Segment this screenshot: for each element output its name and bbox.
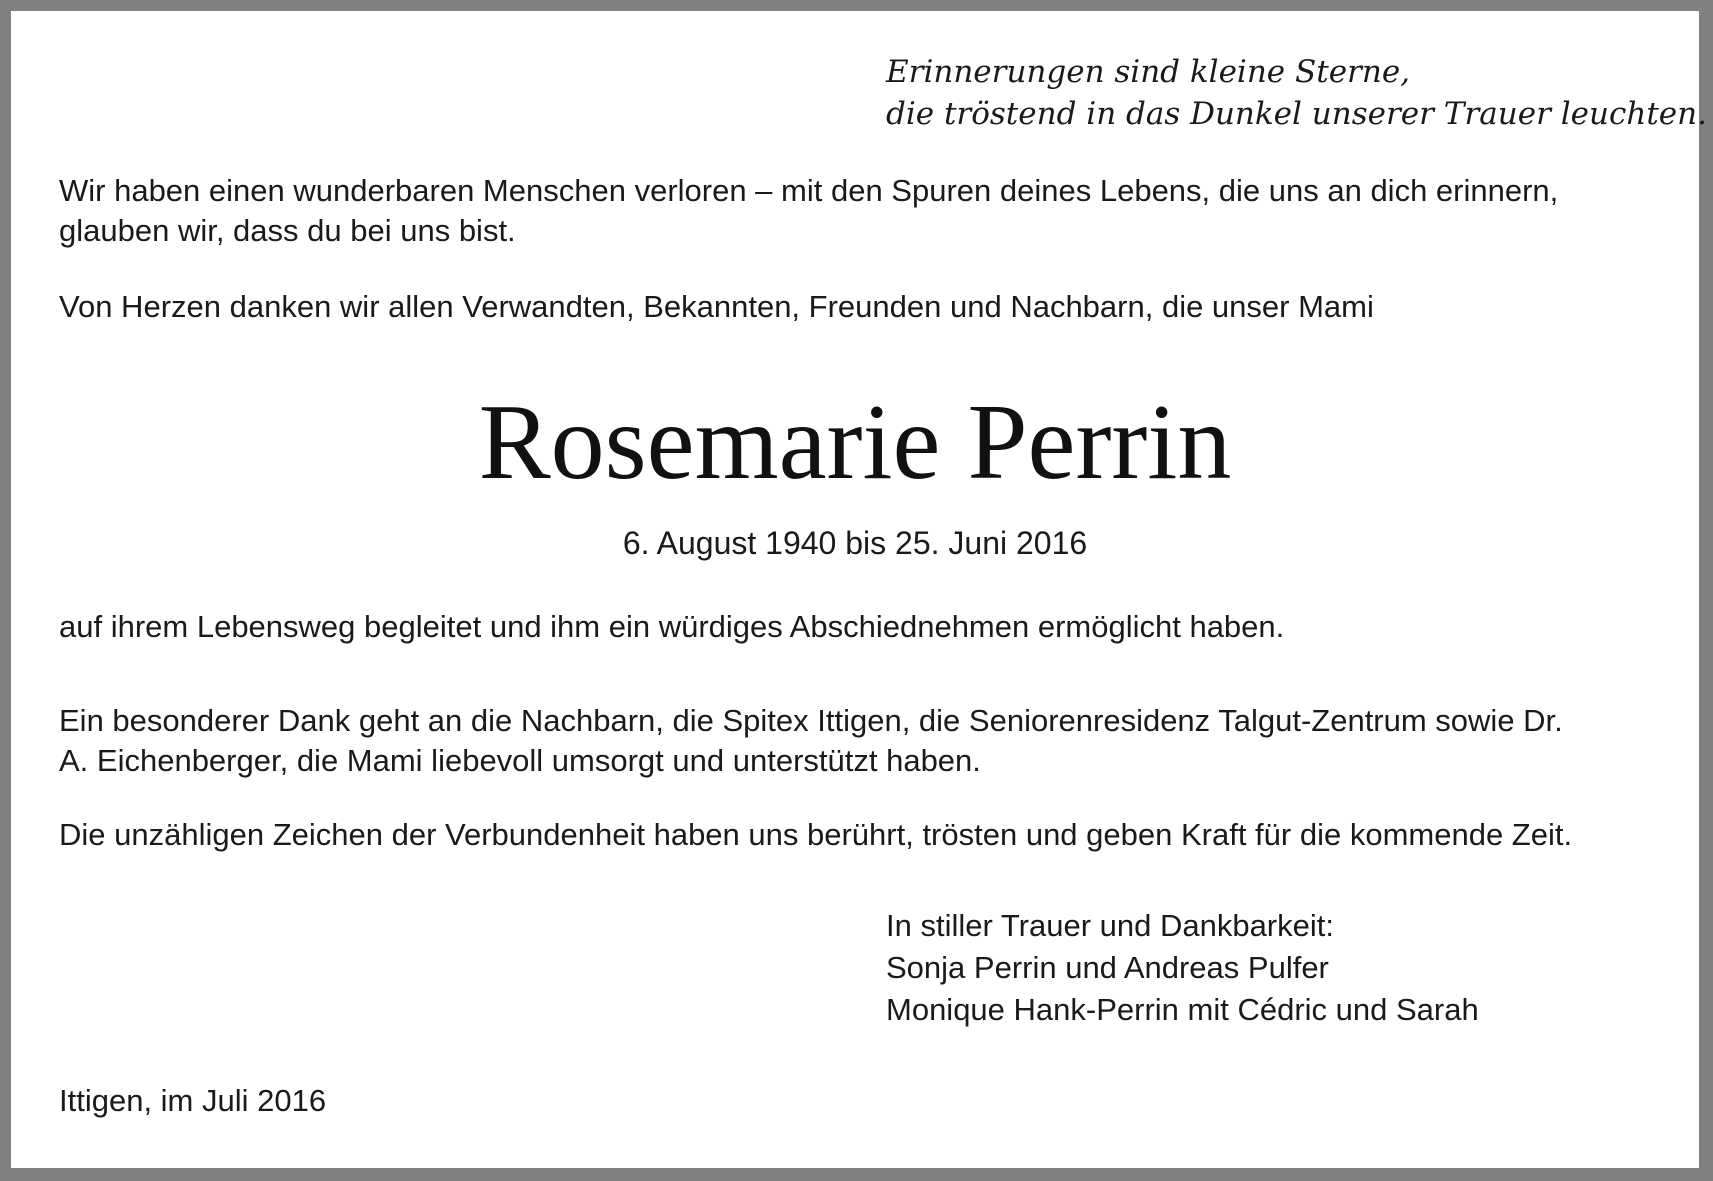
closing-text: Die unzähligen Zeichen der Verbundenheit haben uns berührt, trösten und geben Kraft für die kommende Zeit. [59,817,1573,852]
life-dates: 6. August 1940 bis 25. Juni 2016 [622,525,1088,561]
signoff-block [886,905,1479,1031]
intro-paragraph [59,171,1664,251]
thanks-continued-paragraph [59,607,1664,647]
special-thanks-paragraph [59,701,1664,781]
obituary-card [11,11,1707,1168]
deceased-name: Rosemarie Perrin [478,383,1232,502]
closing-paragraph [59,815,1664,855]
signoff-family-1: Sonja Perrin und Andreas Pulfer [886,950,1329,985]
thanks-continued-text: auf ihrem Lebensweg begleitet und ihm ein würdiges Abschiednehmen ermöglicht haben. [59,609,1285,644]
thanks-lead-text: Von Herzen danken wir allen Verwandten, Bekannten, Freunden und Nachbarn, die unser Mami [59,289,1374,324]
signoff-heading: In stiller Trauer und Dankbarkeit: [886,908,1334,943]
place-date: Ittigen, im Juli 2016 [59,1083,327,1118]
motto-quote [886,51,1707,135]
signoff-family-2: Monique Hank-Perrin mit Cédric und Sarah [886,992,1479,1027]
intro-line-2: glauben wir, dass du bei uns bist. [59,213,516,248]
special-thanks-line-1: Ein besonderer Dank geht an die Nachbarn, die Spitex Ittigen, die Seniorenresidenz Talgut-Zentrum sowie Dr. [59,703,1563,738]
motto-line-1: Erinnerungen sind kleine Sterne, [886,54,1411,90]
intro-line-1: Wir haben einen wunderbaren Menschen verloren – mit den Spuren deines Lebens, die uns an dich erinnern, [59,173,1559,208]
special-thanks-line-2: A. Eichenberger, die Mami liebevoll umsorgt und unterstützt haben. [59,743,981,778]
thanks-lead-paragraph [59,287,1664,327]
place-date-paragraph [59,1081,1664,1121]
motto-line-2: die tröstend in das Dunkel unserer Trauer leuchten. [886,96,1707,132]
